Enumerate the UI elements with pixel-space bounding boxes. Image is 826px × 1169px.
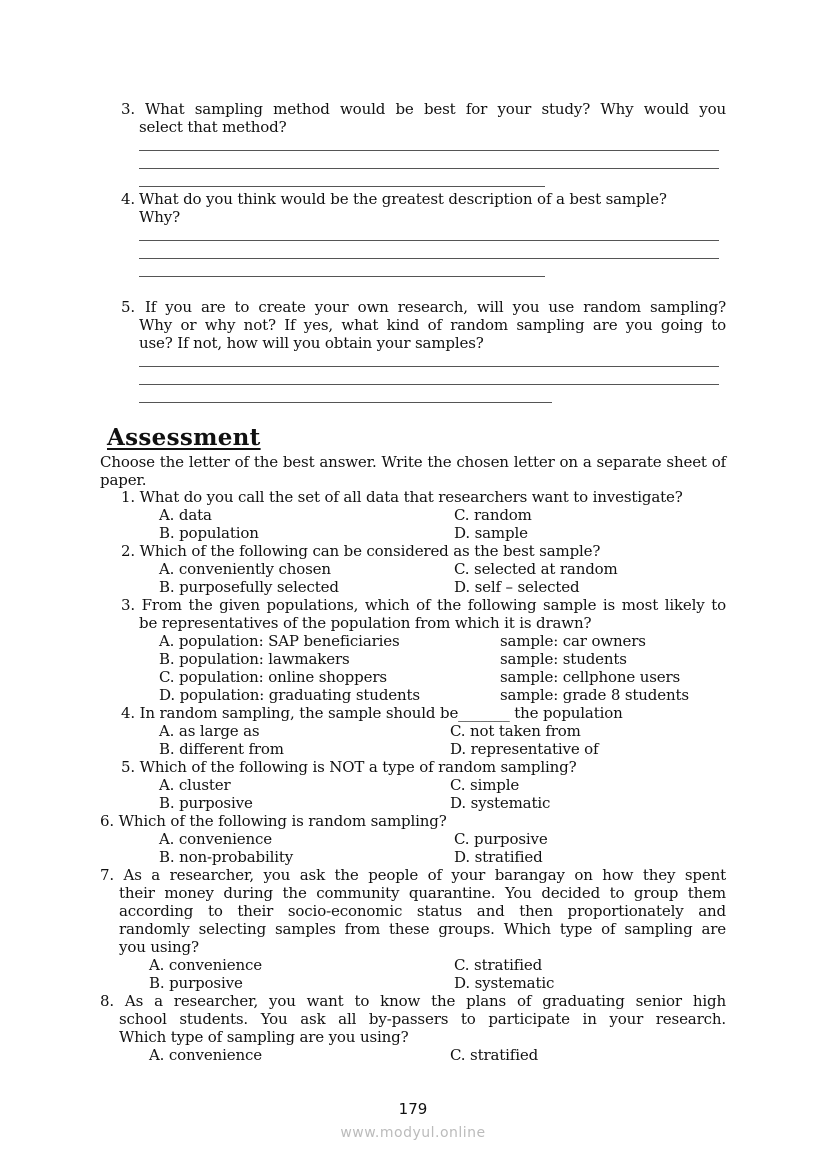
q3-option-c-population: C. population: online shoppers	[159, 668, 387, 686]
activity-q5-line2: Why or why not? If yes, what kind of random sampling are you going to	[139, 316, 726, 334]
activity-q3-line2: select that method?	[139, 118, 287, 136]
q3-option-c-sample: sample: cellphone users	[500, 668, 681, 686]
q2-option-a: A. conveniently chosen	[159, 560, 331, 578]
question-7-stem-line4: randomly selecting samples from these groups. Which type of sampling are	[119, 920, 726, 938]
question-7-stem-line2: their money during the community quarantine. You decided to group them	[119, 884, 726, 902]
q8-option-a: A. convenience	[149, 1046, 262, 1064]
activity-q4-line2: Why?	[139, 208, 180, 226]
q3-option-b-population: B. population: lawmakers	[159, 650, 350, 668]
q6-option-b: B. non-probability	[159, 848, 294, 866]
activity-q4-number: 4.	[121, 190, 136, 208]
answer-line	[139, 402, 552, 403]
q5-option-c: C. simple	[450, 776, 520, 794]
q2-option-b: B. purposefully selected	[159, 578, 339, 596]
q2-option-c: C. selected at random	[454, 560, 618, 578]
q3-option-b-sample: sample: students	[500, 650, 627, 668]
answer-line	[139, 240, 719, 241]
q3-option-a-population: A. population: SAP beneficiaries	[159, 632, 400, 650]
q1-option-b: B. population	[159, 524, 259, 542]
q6-option-d: D. stratified	[454, 848, 543, 866]
activity-q5-line3: use? If not, how will you obtain your samples?	[139, 334, 484, 352]
answer-line	[139, 276, 545, 277]
q8-option-c: C. stratified	[450, 1046, 539, 1064]
q7-option-b: B. purposive	[149, 974, 243, 992]
q7-option-c: C. stratified	[454, 956, 543, 974]
q3-option-d-population: D. population: graduating students	[159, 686, 420, 704]
answer-line	[139, 150, 719, 151]
q6-option-a: A. convenience	[159, 830, 272, 848]
q3-option-a-sample: sample: car owners	[500, 632, 646, 650]
question-7-stem-line3: according to their socio-economic status and then proportionately and	[119, 902, 726, 920]
q6-option-c: C. purposive	[454, 830, 548, 848]
question-7-stem-line1: 7. As a researcher, you ask the people of your barangay on how they spent	[100, 866, 726, 884]
activity-q3-line1: What sampling method would be best for your study? Why would you	[145, 100, 726, 118]
question-8-stem-line2: school students. You ask all by-passers to participate in your research.	[119, 1010, 726, 1028]
q3-option-d-sample: sample: grade 8 students	[500, 686, 689, 704]
question-1-stem: 1. What do you call the set of all data that researchers want to investigate?	[121, 488, 683, 506]
question-3-stem-line2: be representatives of the population from which it is drawn?	[139, 614, 592, 632]
question-4-stem: 4. In random sampling, the sample should be_______ the population	[121, 704, 623, 722]
activity-q5-line1: If you are to create your own research, will you use random sampling?	[145, 298, 726, 316]
q4-option-c: C. not taken from	[450, 722, 581, 740]
q7-option-a: A. convenience	[149, 956, 262, 974]
question-3-stem-line1: 3. From the given populations, which of the following sample is most likely to	[121, 596, 726, 614]
assessment-heading: Assessment	[107, 424, 261, 451]
q4-option-d: D. representative of	[450, 740, 599, 758]
instructions-line2: paper.	[100, 471, 147, 489]
answer-line	[139, 258, 719, 259]
question-8-stem-line3: Which type of sampling are you using?	[119, 1028, 409, 1046]
instructions-line1: Choose the letter of the best answer. Write the chosen letter on a separate sheet of	[100, 453, 726, 471]
answer-line	[139, 186, 545, 187]
question-5-stem: 5. Which of the following is NOT a type of random sampling?	[121, 758, 577, 776]
question-7-stem-line5: you using?	[119, 938, 199, 956]
q4-option-b: B. different from	[159, 740, 284, 758]
q7-option-d: D. systematic	[454, 974, 555, 992]
q1-option-a: A. data	[159, 506, 212, 524]
activity-q5-number: 5.	[121, 298, 136, 316]
q4-option-a: A. as large as	[159, 722, 260, 740]
q5-option-b: B. purposive	[159, 794, 253, 812]
page-number: 179	[398, 1100, 428, 1118]
q5-option-d: D. systematic	[450, 794, 551, 812]
question-2-stem: 2. Which of the following can be considered as the best sample?	[121, 542, 601, 560]
activity-q3-number: 3.	[121, 100, 136, 118]
q2-option-d: D. self – selected	[454, 578, 580, 596]
question-8-stem-line1: 8. As a researcher, you want to know the plans of graduating senior high	[100, 992, 726, 1010]
q1-option-d: D. sample	[454, 524, 528, 542]
q1-option-c: C. random	[454, 506, 532, 524]
q5-option-a: A. cluster	[159, 776, 231, 794]
answer-line	[139, 384, 719, 385]
activity-q4-line1: What do you think would be the greatest description of a best sample?	[139, 190, 667, 208]
question-6-stem: 6. Which of the following is random sampling?	[100, 812, 447, 830]
watermark: www.modyul.online	[340, 1125, 486, 1141]
answer-line	[139, 366, 719, 367]
answer-line	[139, 168, 719, 169]
